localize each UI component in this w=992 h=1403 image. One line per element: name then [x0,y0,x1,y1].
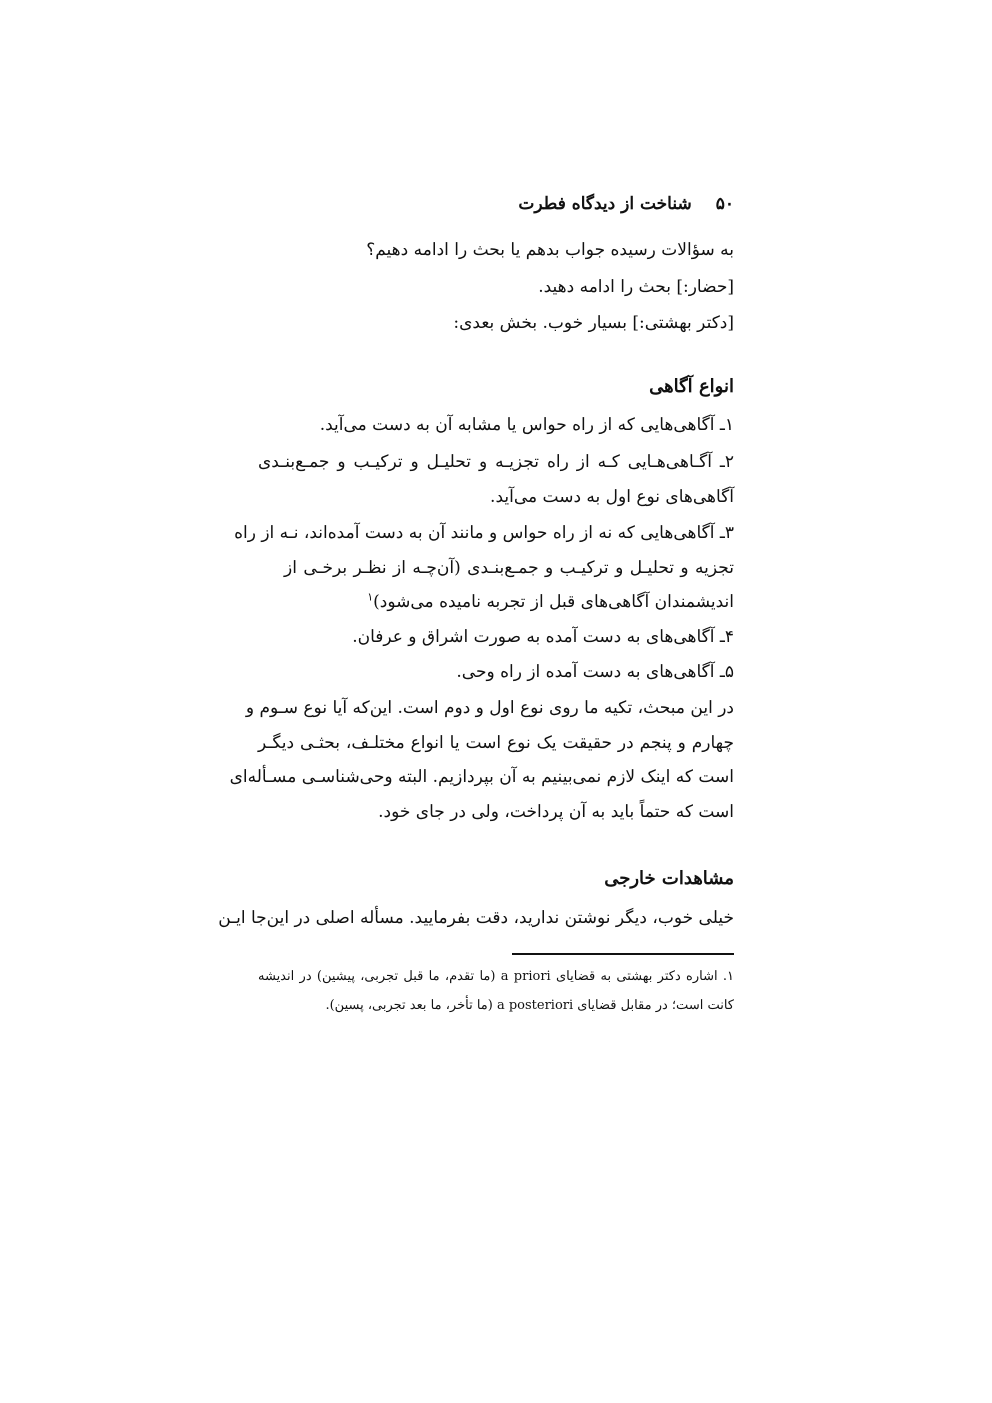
list-item: ۵ـ آگاهی‌های به دست آمده از راه وحی. [456,662,734,682]
list-item-continuation [284,590,734,614]
footnote-line: ۱. اشاره دکتر بهشتی به قضایای a priori (ما تقدم، ما قبل تجربی، پیشین) در اندیشه [258,969,735,984]
list-item: ۲ـ آگـاهی‌هـایی کـه از راه تجزیـه و تحلیـل و ترکیـب و جمـع‌بنـدی [258,452,734,472]
dialogue-line: [حضار:] بحث را ادامه دهید. [538,277,734,297]
dialogue-line: به سؤالات رسیده جواب بدهم یا بحث را ادامه دهیم؟ [366,240,734,260]
page-number: ۵۰ [715,194,734,214]
dialogue-line: [دکتر بهشتی:] بسیار خوب. بخش بعدی: [453,313,734,333]
list-item-continuation: تجزیه و تحلیـل و ترکیـب و جمـع‌بنـدی (آن‌چـه از نظـر برخـی از [284,558,734,578]
list-item: ۴ـ آگاهی‌های به دست آمده به صورت اشراق و عرفان. [352,627,734,647]
list-item: ۱ـ آگاهی‌هایی که از راه حواس یا مشابه آن به دست می‌آید. [319,415,734,435]
paragraph-line: در این مبحث، تکیه ما روی نوع اول و دوم است. این‌که آیا نوع سـوم و [245,698,734,718]
list-item-text: اندیشمندان آگاهی‌های قبل از تجربه نامیده می‌شود) [373,592,734,612]
running-head [258,192,734,216]
list-item: ۳ـ آگاهی‌هایی که نه از راه حواس و مانند آن به دست آمده‌اند، نـه از راه [234,523,734,543]
book-title: شناخت از دیدگاه فطرت [518,194,692,214]
footnote-reference: ۱ [367,590,374,604]
section-heading: مشاهدات خارجی [604,868,734,889]
paragraph-line: خیلی خوب، دیگر نوشتن ندارید، دقت بفرمایید. مسأله اصلی در این‌جا ایـن [218,908,734,928]
paragraph-line: است که اینک لازم نمی‌بینیم به آن بپردازیم. البته وحی‌شناسـی مسـأله‌ای [229,767,734,787]
paragraph-line: چهارم و پنجم در حقیقت یک نوع است یا انواع مختلـف، بحثـی دیگـر [258,733,734,753]
paragraph-line: است که حتماً باید به آن پرداخت، ولی در جای خود. [378,802,734,822]
section-heading: انواع آگاهی [649,376,734,397]
list-item-continuation: آگاهی‌های نوع اول به دست می‌آید. [490,487,734,507]
footnote-line: کانت است؛ در مقابل قضایای a posteriori (ما تأخر، ما بعد تجربی، پسین). [325,998,734,1013]
footnote-separator [512,953,734,955]
